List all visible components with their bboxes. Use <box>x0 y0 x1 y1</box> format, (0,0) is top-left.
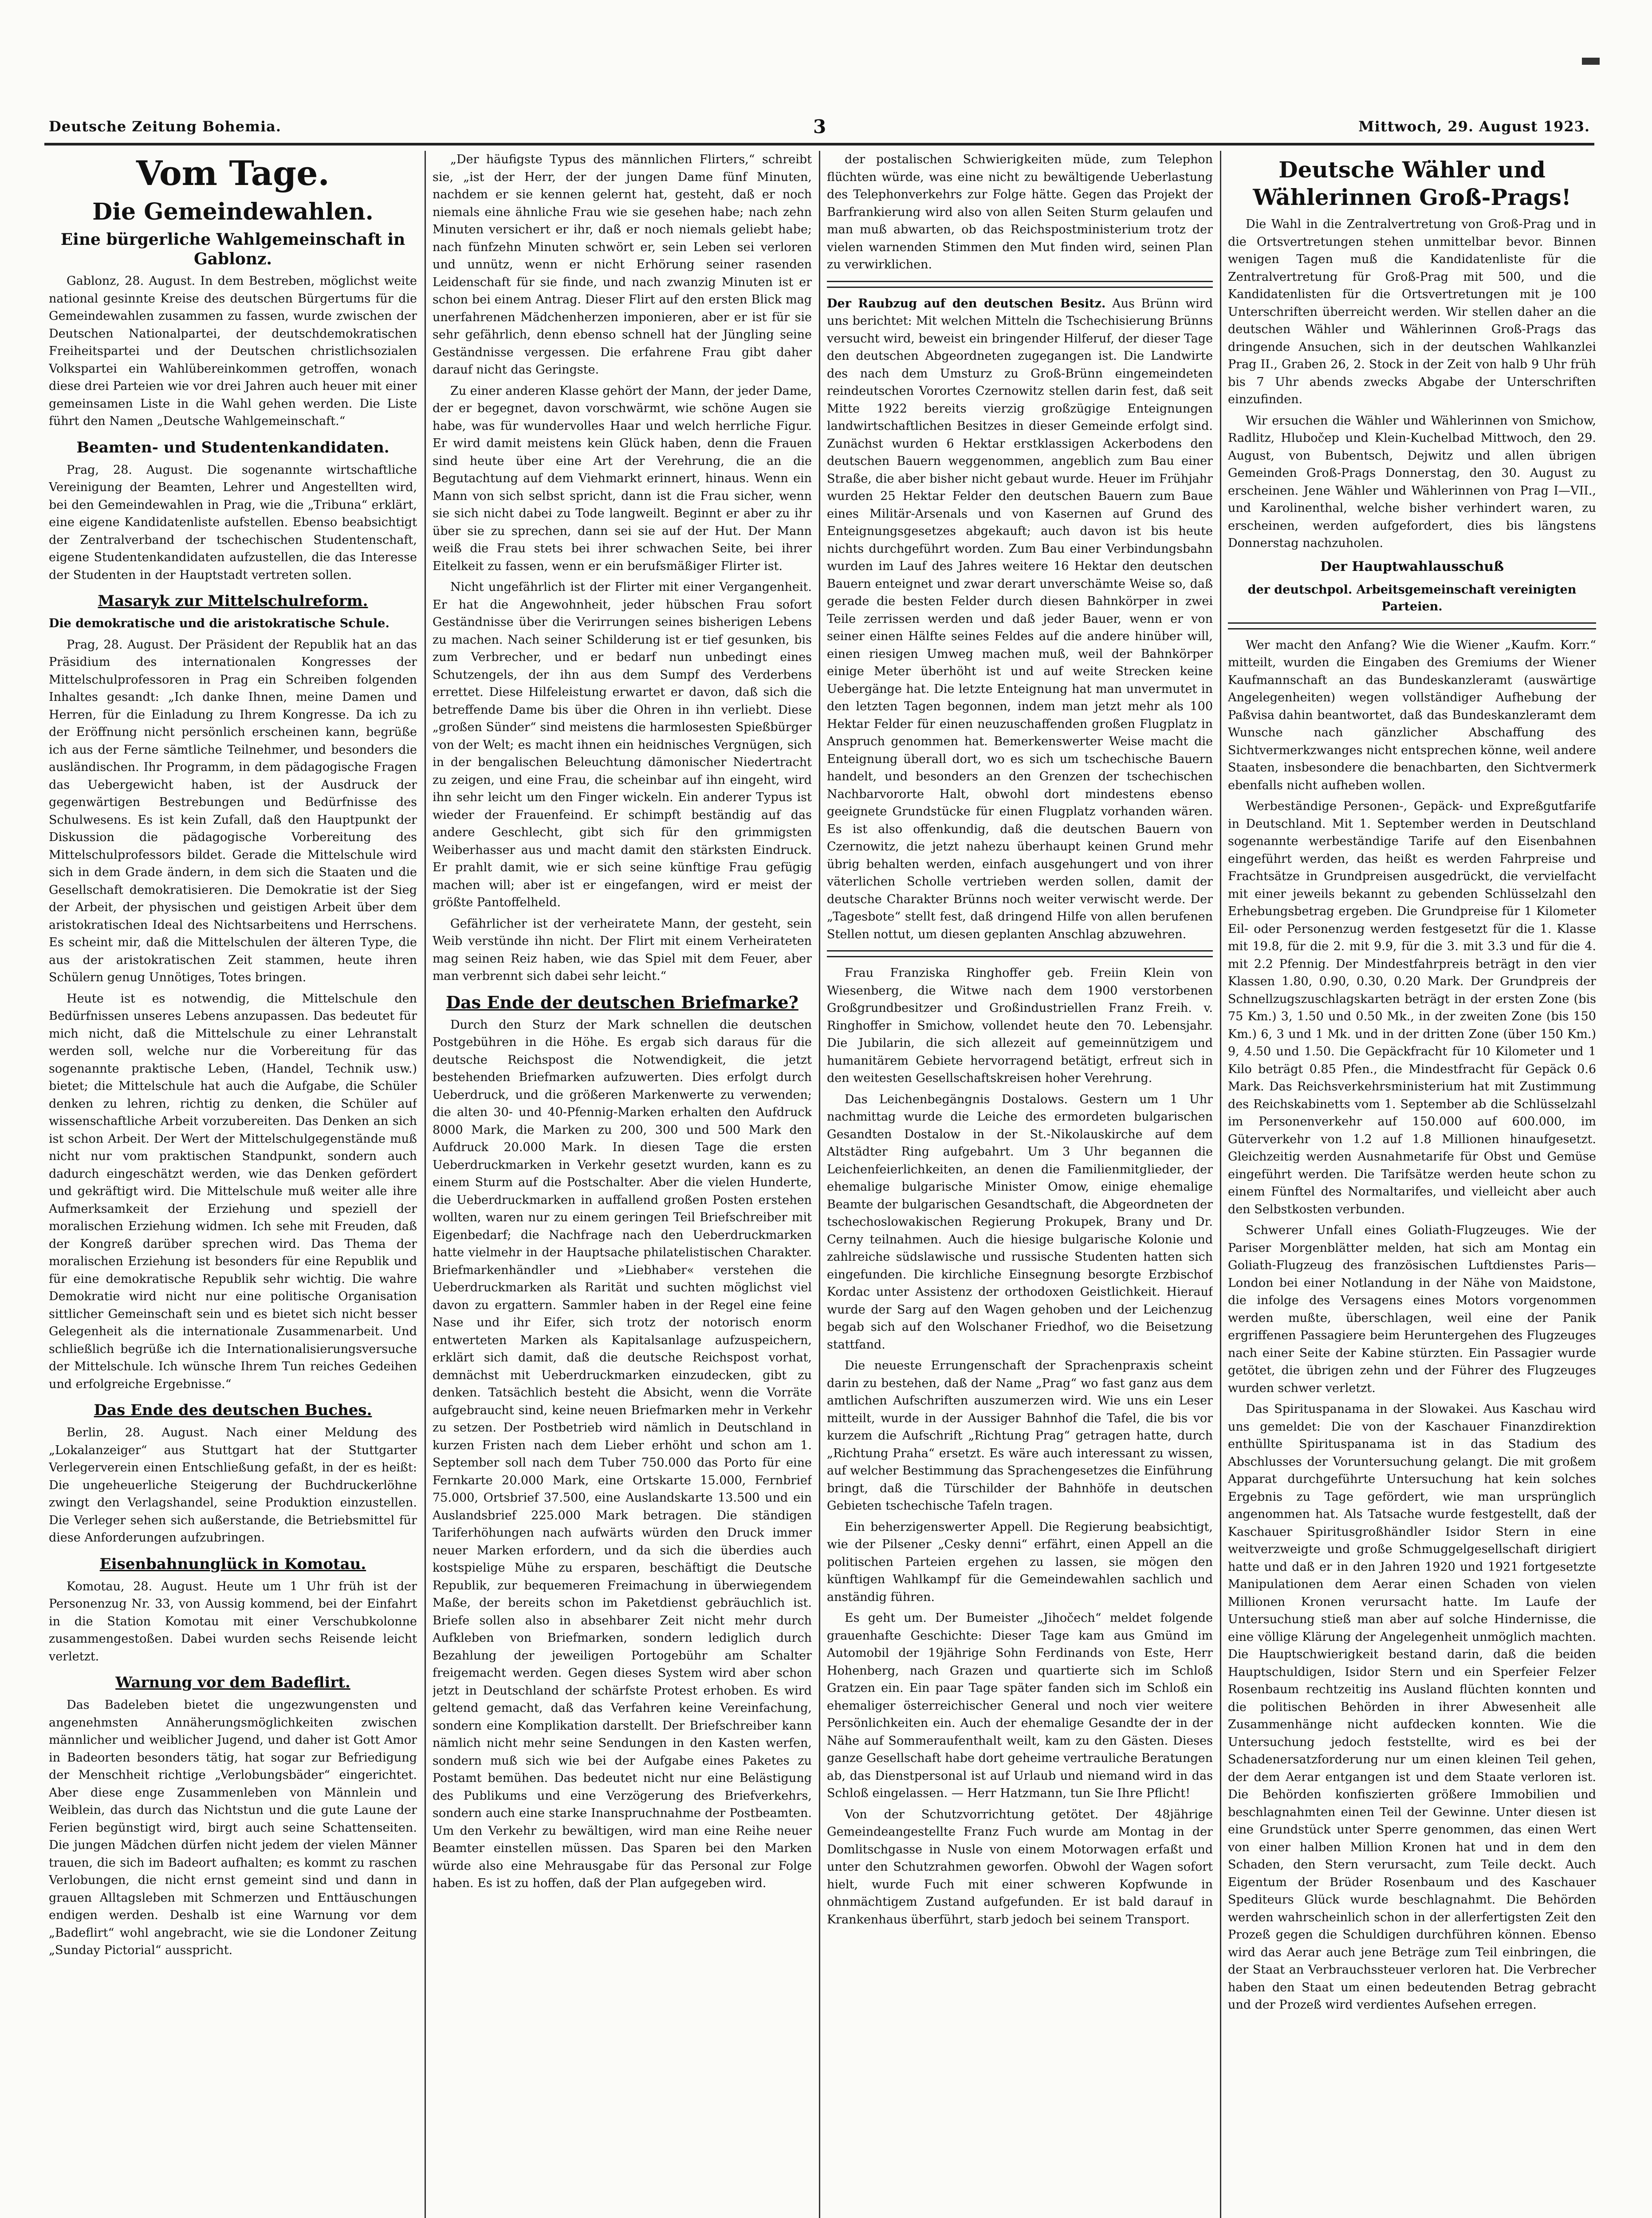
column-4 <box>1228 151 1596 2218</box>
article-text <box>827 295 1213 944</box>
article-text: Von der Schutzvorrichtung getötet. Der 48jährige Gemeindeangestellte Franz Fuch wurde am Montag in der Domlitschgasse in Nusle von einem Motorwagen erfaßt und unter den Schutzrahmen geworfen. Obwohl der Wagen sofort hielt, wurde Fuch mit einer schweren Kopfwunde in ohnmächtigem Zustand aufgefunden. Er ist bald darauf in Krankenhaus überführt, starb jedoch bei seinem Transport. <box>827 1807 1213 1927</box>
article-title: Der Raubzug auf den deutschen Besitz. <box>827 296 1106 311</box>
article-title: Das Ende des deutschen Buches. <box>94 1401 372 1419</box>
article-text: Komotau, 28. August. Heute um 1 Uhr früh ist der Personenzug Nr. 33, von Aussig kommend, bei der Einfahrt in die Station Komotau mit einer Verschubkolonne zusammengestoßen. Dabei wurden sechs Reisende leicht verletzt. <box>49 1579 417 1664</box>
article-text: Schwerer Unfall eines Goliath-Flugzeuges. Wie der Pariser Morgenblätter melden, hat sich am Montag ein Goliath-Flugzeug des französischen Luftdienstes Paris—London bei einer Notlandung in der Nähe von Maidstone, die infolge des Versagens eines Motors vorgenommen werden mußte, überschlagen, weil eine der Panik ergriffenen Passagiere beim Heruntergehen des Flugzeuges nach einer Seite der Kabine stürzten. Ein Passagier wurde getötet, die übrigen zehn und der Führer des Flugzeuges wurden schwer verletzt. <box>1228 1223 1596 1395</box>
article-title: Eisenbahnunglück in Komotau. <box>99 1555 366 1573</box>
article-text: Gablonz, 28. August. In dem Bestreben, möglichst weite national gesinnte Kreise des deutschen Bürgertums für die Gemeindewahlen zusammen zu fassen, wurde zwischen der Deutschen Nationalpartei, der deutschdemokratischen Freiheitspartei und der Deutschen christlichsozialen Volkspartei ein Wahlübereinkommen getroffen, wonach diese drei Parteien wie vor drei Jahren auch heuer mit einer gemeinsamen Liste in die Wahl gehen werden. Die Liste führt den Namen „Deutsche Wahlgemeinschaft.“ <box>49 274 417 428</box>
paper-name: Deutsche Zeitung Bohemia. <box>49 118 282 135</box>
article-text: Wir ersuchen die Wähler und Wählerinnen von Smichow, Radlitz, Hlubočep und Klein-Kuchelbad Mittwoch, den 29. August, von Bubentsch, Dejwitz und allen übrigen Gemeinden Groß-Prags Donnerstag, den 30. August zu erscheinen. Jene Wähler und Wählerinnen von Prag I—VII., und Karolinenthal, welche bisher verhindert waren, zu erscheinen, werden aufgefordert, dies bis längstens Donnerstag nachzuholen. <box>1228 413 1596 550</box>
article-text: Nicht ungefährlich ist der Flirter mit einer Vergangenheit. Er hat die Angewohnheit, jeder hübschen Frau sofort Geständnisse über die Verirrungen seines bisherigen Lebens zu machen. Nach seiner Schilderung ist er tief gesunken, bis zum Verbrecher, und er bedarf nun unbedingt eines Schutzengels, der ihn aus dem Sumpf des Verderbens errettet. Diese Hilfeleistung erwartet er davon, daß sich die betreffende Dame bis über die Ohren in ihn verliebt. Diese „großen Sünder“ sind meistens die harmlosesten Spießbürger von der Welt; es macht ihnen ein heidnisches Vergnügen, sich in der bengalischen Beleuchtung dämonischer Niedertracht zu zeigen, und eine Frau, die scheinbar auf ihn eingeht, wird ihn sehr leicht um den Finger wickeln. Ein anderer Typus ist wieder der Frauenfeind. Er schimpft beständig auf das andere Geschlecht, gibt sich für den grimmigsten Weiberhasser aus und macht damit den stärksten Eindruck. Er prahlt damit, wie er sich seine künftige Frau gefügig machen will; aber ist er eingefangen, wird er meist der größte Pantoffelheld. <box>433 580 812 909</box>
article-text: Wer macht den Anfang? Wie die Wiener „Kaufm. Korr.“ mitteilt, wurden die Eingaben des Gremiums der Wiener Kaufmannschaft an das Bundeskanzleramt (auswärtige Angelegenheiten) wegen vollständiger Aufhebung der Paßvisa dahin beantwortet, daß das Bundeskanzleramt dem Wunsche nach gänzlicher Abschaffung des Sichtvermerkzwanges nicht entsprechen könne, weil andere Staaten, insbesondere die benachbarten, den Sichtvermerk ebenfalls nicht aufheben wollen. <box>1228 638 1596 792</box>
section-separator <box>827 281 1213 288</box>
article-text: Es geht um. Der Bumeister „Jihočech“ meldet folgende grauenhafte Geschichte: Dieser Tage kam aus Gmünd im Automobil der 19jährige Sohn Ferdinands von Este, Herr Hohenberg, nach Grazen und quartierte sich im Schloß Gratzen ein. Ein paar Tage später fanden sich im Schloß ein ehemaliger österreichischer General und noch vier weitere Persönlichkeiten ein. Auch der ehemalige Gesandte der in der Nähe auf Sommeraufenthalt weilt, kam zu den Gästen. Dieses ganze Gesellschaft habe dort geheime vertrauliche Beratungen ab, das Dienstpersonal ist auf Urlaub und niemand wird in das Schloß eingelassen. — Herr Hatzmann, tun Sie Ihre Pflicht! <box>827 1611 1213 1800</box>
masthead-rule <box>44 143 1594 146</box>
signature-line: der deutschpol. Arbeitsgemeinschaft vereinigten Parteien. <box>1247 582 1577 613</box>
section-separator <box>1228 622 1596 629</box>
article-subtitle: Eine bürgerliche Wahlgemeinschaft in Gablonz. <box>60 230 405 268</box>
column-divider <box>1220 151 1221 2218</box>
page-number: 3 <box>813 115 827 138</box>
article-text: Zu einer anderen Klasse gehört der Mann, der jeder Dame, der er begegnet, davon vorschwärmt, wie schöne Augen sie habe, was für wundervolles Haar und welch herrliche Figur. Er wird damit meistens kein Glück haben, denn die Frauen sind heute über eine Art der Verehrung, die an die Begutachtung auf dem Viehmarkt erinnert, hinaus. Wenn ein Mann von sich selbst spricht, dann ist die Frau sicher, wenn sie sich nicht dabei zu Tode langweilt. Beginnt er aber zu ihr über sie zu sprechen, dann sei sie auf der Hut. Der Mann weiß die Frau stets bei ihrer schwachen Seite, bei ihrer Eitelkeit zu fassen, wenn er ein berufsmäßiger Flirter ist. <box>433 384 812 573</box>
appeal-title: Deutsche Wähler und Wählerinnen Groß-Prags! <box>1253 157 1571 210</box>
column-3 <box>827 151 1213 2218</box>
article-lead: Die demokratische und die aristokratische Schule. <box>49 617 389 630</box>
column-1 <box>49 151 417 2218</box>
article-title: Beamten- und Studentenkandidaten. <box>76 438 389 456</box>
masthead <box>49 113 1590 140</box>
article-text: Prag, 28. August. Der Präsident der Republik hat an das Präsidium des internationalen Kongresses der Mittelschulprofessoren in Prag ein Schreiben folgenden Inhaltes gesandt: „Ich danke Ihnen, meine Damen und Herren, für die Einladung zu Ihrem Kongresse. Da ich zu der Eröffnung nicht persönlich erscheinen kann, begrüße ich aus der Ferne sämtliche Teilnehmer, und besonders die ausländischen. Ihr Programm, in dem pädagogische Fragen das Uebergewicht haben, ist der Ausdruck der gegenwärtigen Bestrebungen und Bedürfnisse des Schulwesens. Es ist kein Zufall, daß den Hauptpunkt der Diskussion die pädagogische Vorbereitung des Mittelschulprofessors bildet. Gerade die Mittelschule wird sich in dem Grade ändern, in dem sich die Staaten und die Gesellschaft demokratisieren. Die Demokratie ist der Sieg der Arbeit, der physischen und geistigen Arbeit über dem aristokratischen Ideal des Nichtsarbeitens und Herrschens. Es scheint mir, daß die Mittelschulen der älteren Type, die aus der aristokratischen Zeit stammen, heute ihren Schülern genug Unnötiges, Totes bringen. <box>49 637 417 984</box>
article-text: Frau Franziska Ringhoffer geb. Freiin Klein von Wiesenberg, die Witwe nach dem 1900 verstorbenen Großgrundbesitzer und Großindustriellen Franz Freih. v. Ringhoffer in Smichow, vollendet heute den 70. Lebensjahr. Die Jubilarin, die sich allezeit auf gemeinnützigem und humanitärem Gebiete hervorragend betätigt, erfreut sich in den weitesten Gesellschaftskreisen hoher Verehrung. <box>827 966 1213 1085</box>
article-text: Gefährlicher ist der verheiratete Mann, der gesteht, sein Weib verstünde ihn nicht. Der Flirt mit einem Verheirateten mag seinen Reiz haben, wie das Spiel mit dem Feuer, aber man verbrennt sich dabei sehr leicht.“ <box>433 916 812 983</box>
column-divider <box>819 151 820 2218</box>
section-title: Vom Tage. <box>136 153 330 193</box>
article-title: Warnung vor dem Badeflirt. <box>115 1674 350 1691</box>
article-body: Aus Brünn wird uns berichtet: Mit welchen Mitteln die Tschechisierung Brünns versucht wird, beweist ein bringender Hilferuf, der dieser Tage den deutschen Abgeordneten zugegangen ist. Die Landwirte des nach dem Umsturz zu Groß-Brünn eingemeindeten reindeutschen Vorortes Czernowitz stellen darin fest, daß seit Mitte 1922 bereits vierzig großzügige Enteignungen landwirtschaftlichen Besitzes in dieser Gemeinde erfolgt sind. Zunächst wurden 6 Hektar erstklassigen Ackerbodens den deutschen Bauern weggenommen, angeblich zum Bau einer Straße, die aber bisher nicht gebaut wurde. Heuer im Frühjahr wurden 25 Hektar Felder den deutschen Bauern zum Baue eines Militär-Arsenals und von Kasernen auf Grund des Enteignungsgesetzes abgekauft; auch davon ist bis heute nichts durchgeführt worden. Zum Bau einer Verbindungsbahn wurden im Lauf des Jahres weitere 16 Hektar den deutschen Bauern enteignet und zwar derart unverschämte Weise so, daß gerade die besten Felder durch diesen Bahnkörper in zwei Teile zerrissen werden und daß jeder Bauer, wenn er von seiner einen Hälfte seines Feldes auf die andere hinüber will, einen riesigen Umweg machen muß, weil der Bahnkörper einige Meter überhöht ist und auf weite Strecken keine Uebergänge hat. Die letzte Enteignung hat man unvermutet in den letzten Tagen begonnen, indem man jetzt mehr als 100 Hektar Felder für einen neuzuschaffenden großen Flugplatz in Anspruch genommen hat. Bemerkenswerter Weise macht die Enteignung überall dort, wo es sich um tschechische Bauern handelt, und besonders an den Grenzen der tschechischen Nachbarvororte Halt, obwohl dort mindestens ebenso geeignete Grundstücke für einen Flugplatz vorhanden wären. Es ist also offenkundig, daß die deutschen Bauern von Czernowitz, die jetzt nahezu überhaupt keinen Grund mehr übrig behalten werden, einfach ausgehungert und von ihrer väterlichen Scholle vertrieben werden sollen, damit der deutsche Charakter Brünns noch weiter verwischt werde. Der „Tagesbote“ stellt fest, daß dringend Hilfe von allen berufenen Stellen nottut, um diesen geplanten Anschlag abzuwehren. <box>827 296 1213 941</box>
column-divider <box>425 151 426 2218</box>
article-text: „Der häufigste Typus des männlichen Flirters,“ schreibt sie, „ist der Herr, der der jungen Dame fünf Minuten, nachdem er sie kennen gelernt hat, gesteht, daß er noch niemals eine ähnliche Frau wie sie gesehen habe; nach zehn Minuten versichert er ihr, daß er noch niemals geliebt habe; nach fünfzehn Minuten schwört er, sein Leben sei verloren und unnütz, wenn er nicht Erhörung seiner rasenden Leidenschaft für sie finde, und nach zwanzig Minuten ist er schon bei einem Antrag. Dieser Flirt auf den ersten Blick mag unerfahrenen Mädchenherzen imponieren, aber er ist für sie sehr gefährlich, denn ebenso schnell hat der Jüngling seine Geständnisse vergessen. Die erfahrene Frau gibt daher darauf nicht das Geringste. <box>433 153 812 377</box>
section-separator <box>827 950 1213 957</box>
article-title: Das Ende der deutschen Briefmarke? <box>446 992 798 1012</box>
article-title: Masaryk zur Mittelschulreform. <box>98 592 368 610</box>
article-title: Die Gemeindewahlen. <box>92 198 374 225</box>
article-text: Das Spirituspanama in der Slowakei. Aus Kaschau wird uns gemeldet: Die von der Kaschauer Finanzdirektion enthüllte Spirituspanama ist in das Stadium des Abschlusses der Voruntersuchung gelangt. Die mit großem Apparat durchgeführte Untersuchung hat kein solches Ergebnis zu Tage gefördert, wie man ursprünglich angenommen hat. Als Tatsache wurde festgestellt, daß der Kaschauer Spiritusgroßhändler Isidor Stern in eine weitverzweigte und große Schmuggelgesellschaft dirigiert hatte und daß er in den Jahren 1920 und 1921 fortgesetzte Manipulationen dem Aerar einen Schaden von vielen Millionen Kronen verursacht hatte. Im Laufe der Untersuchung stieß man aber auf solche Hindernisse, die eine völlige Klärung der Angelegenheit unmöglich machten. Die Hauptschwierigkeit bestand darin, daß die beiden Hauptschuldigen, Isidor Stern und ein Sperfeier Felzer Rosenbaum rechtzeitig ins Ausland flüchten konnten und die politischen Behörden in ihrer Abwesenheit alle Zusammenhänge nicht aufdecken konnten. Wie die Untersuchung jedoch feststellte, wird es bei der Schadenersatzforderung nur um einen kleinen Teil gehen, der dem Aerar entgangen ist und dem Staate verloren ist. Die Behörden konfiszierten größere Immobilien und beschlagnahmten einen Teil der Gewinne. Unter diesen ist eine Grundstück unter Sperre genommen, das einen Wert von einer halben Million Kronen hat und in dem den Schaden, den Stern verursacht, zum Teile deckt. Auch Eigentum der Brüder Rosenbaum und des Kaschauer Spediteurs Glück wurde beschlagnahmt. Die Behörden werden wahrscheinlich schon in der allerfertigsten Zeit den Prozeß gegen die Schuldigen durchführen können. Ebenso wird das Aerar auch jene Beträge zum Teil einbringen, die der Staat an Verbrauchssteuer verloren hat. Die Verbrecher haben den Staat um einen bedeutenden Betrag gebracht und der Prozeß wird verdientes Aufsehen erregen. <box>1228 1402 1596 2012</box>
article-text: der postalischen Schwierigkeiten müde, zum Telephon flüchten würde, was eine nicht zu bewältigende Ueberlastung des Telephonverkehrs zur Folge hätte. Gegen das Projekt der Barfrankierung wird also von allen Seiten Sturm gelaufen und man muß abwarten, ob das Reichspostministerium trotz der vielen warnenden Stimmen den Mut finden wird, seinen Plan zu verwirklichen. <box>827 153 1213 271</box>
article-text: Ein beherzigenswerter Appell. Die Regierung beabsichtigt, wie der Pilsener „Cesky denni“ erfährt, einen Appell an die politischen Parteien ergehen zu lassen, sie mögen den künftigen Wahlkampf für die Gemeindewahlen sachlich und anständig führen. <box>827 1520 1213 1604</box>
article-text: Werbeständige Personen-, Gepäck- und Expreßgutfarife in Deutschland. Mit 1. September werden in Deutschland sogenannte werbeständige Tarife auf den Eisenbahnen eingeführt werden, das heißt es werden Fahrpreise und Frachtsätze in Grundpreisen ausgedrückt, die vervielfacht mit einer jeweils bekannt zu gebenden Schlüsselzahl den Erhebungsbetrag ergeben. Die Grundpreise für 1 Kilometer Eil- oder Personenzug werden festgesetzt für die 1. Klasse mit 19.8, für die 2. mit 9.9, für die 3. mit 3.3 und für die 4. mit 2.2 Pfennig. Der Mindestfahrpreis beträgt in den vier Klassen 1.80, 0.90, 0.30, 0.20 Mark. Der Grundpreis der Schnellzugszuschlagskarten beträgt in der ersten Zone (bis 75 Km.) 3, 1.50 und 0.50 Mk., in der zweiten Zone (bis 150 Km.) 6, 3 und 1 Mk. und in der dritten Zone (über 150 Km.) 9, 4.50 und 1.50. Die Gepäckfracht für 10 Kilometer und 1 Kilo beträgt 0.85 Pfen., die Mindestfracht für Gepäck 0.6 Mark. Das Reichsverkehrsministerium hat mit Zustimmung des Reichskabinetts vom 1. September ab die Schlüsselzahl im Personenverkehr auf 150.000 auf 600.000, im Güterverkehr von 1.2 auf 1.8 Millionen hinaufgesetzt. Gleichzeitig werden Ausnahmetarife für Obst und Gemüse eingeführt werden. Die Tarifsätze werden heute schon zu einem Fünftel des Normaltarifes, und vielleicht aber auch den Selbstkosten verbunden. <box>1228 799 1596 1216</box>
issue-date: Mittwoch, 29. August 1923. <box>1358 118 1590 135</box>
article-text: Durch den Sturz der Mark schnellen die deutschen Postgebühren in die Höhe. Es ergab sich daraus für die deutsche Reichspost die Notwendigkeit, die jetzt bestehenden Briefmarken aufzuwerten. Dies erfolgt durch Ueberdruck, und die größeren Markenwerte zu verwenden; die alten 30- und 40-Pfennig-Marken erhalten den Aufdruck 8000 Mark, die Marken zu 200, 300 und 500 Mark den Aufdruck 20.000 Mark. In diesen Tage die ersten Ueberdruckmarken in Verkehr gesetzt wurden, kann es zu einem Sturm auf die Postschalter. Aber die vielen Hunderte, die Ueberdruckmarken in auffallend großen Posten erstehen wollten, waren nur zu einem geringen Teil Briefschreiber mit Eigenbedarf; die Nachfrage nach den Ueberdruckmarken hatte vielmehr in der Hauptsache philatelistischen Charakter. Briefmarkenhändler und »Liebhaber« verstehen die Ueberdruckmarken als Rarität und suchten möglichst viel davon zu ergattern. Sammler haben in der Regel eine feine Nase und ihr Eifer, sich trotz der notorisch enorm entwerteten Marken als Kapitalsanlage aufzuspeichern, erklärt sich damit, daß die deutsche Reichspost vorhat, demnächst mit Ueberdruckmarken einzudecken, gibt zu denken. Tatsächlich besteht die Absicht, wenn die Vorräte aufgebraucht sind, keine neuen Briefmarken mehr in Verkehr zu setzen. Der Postbetrieb wird nämlich in Deutschland in kurzen Fristen nach dem Lieber erhöht und schon am 1. September soll nach dem Tuber 750.000 das Porto für eine Fernkarte 20.000 Mark, eine Ortskarte 15.000, Fernbrief 75.000, Ortsbrief 37.500, eine Auslandskarte 13.500 und ein Auslandsbrief 225.000 Mark betragen. Die ständigen Tariferhöhungen nach aufwärts würden den Druck immer neuer Marken erfordern, und da sich die überdies auch kostspielige Mühe zu ersparen, beschäftigt die Deutsche Republik, zur bequemeren Freimachung in überwiegendem Maße, der bereits schon im Paketdienst gebräuchlich ist. Briefe sollen also in absehbarer Zeit nicht mehr durch Aufkleben von Briefmarken, sondern lediglich durch Bezahlung der jeweiligen Portogebühr am Schalter freigemacht werden. Gegen dieses System wird aber schon jetzt in Deutschland der schärfste Protest erhoben. Es wird geltend gemacht, daß das Verfahren keine Vereinfachung, sondern eine Komplikation darstellt. Der Briefschreiber kann nämlich nicht mehr seine Sendungen in den Kasten werfen, sondern muß sich wie bei der Aufgabe eines Paketes zu Postamt bemühen. Das bedeutet nicht nur eine Belästigung des Publikums und eine Verzögerung des Briefverkehrs, sondern auch eine starke Inanspruchnahme der Postbeamten. Um den Verkehr zu bewältigen, wird man eine Reihe neuer Beamter einstellen müssen. Das Sparen bei den Marken würde also eine Mehrausgabe für das Personal zur Folge haben. Es ist zu hoffen, daß der Plan aufgegeben wird. <box>433 1018 812 1890</box>
article-text: Berlin, 28. August. Nach einer Meldung des „Lokalanzeiger“ aus Stuttgart hat der Stuttgarter Verlegerverein einen Entschließung gefaßt, in der es heißt: Die ungeheuerliche Steigerung der Buchdruckerlöhne zwingt den Verlagshandel, seine Produktion einzustellen. Die Verleger sehen sich außerstande, die Betriebsmittel für diese Anforderungen aufzubringen. <box>49 1426 417 1545</box>
article-text: Das Badeleben bietet die ungezwungensten und angenehmsten Annäherungsmöglichkeiten zwischen männlicher und weiblicher Jugend, und daher ist Gott Amor in Badeorten besonders tätig, hat sogar zur Befriedigung der Menschheit richtige „Verlobungsbäder“ eingerichtet. Aber diese enge Zusammenleben von Männlein und Weiblein, das durch das Nichtstun und die gute Laune der Ferien begünstigt wird, birgt auch seine Schattenseiten. Die jungen Mädchen dürfen nicht jedem der vielen Männer trauen, die sich im Badeort aufhalten; es kommt zu raschen Verlobungen, die nicht ernst gemeint sind und dann in grauen Alltagsleben mit Schmerzen und Enttäuschungen endigen werden. Deshalb ist eine Warnung vor dem „Badeflirt“ wohl angebracht, wie sie die Londoner Zeitung „Sunday Pictorial“ ausspricht. <box>49 1698 417 1957</box>
signature-line: Der Hauptwahlausschuß <box>1320 558 1504 574</box>
article-text: Die Wahl in die Zentralvertretung von Groß-Prag und in die Ortsvertretungen stehen unmittelbar bevor. Binnen wenigen Tagen muß die Kandidatenliste für die Zentralvertretung für Groß-Prag mit 500, und die Kandidatenlisten für die Ortsvertretungen mit je 100 Unterschriften überreicht werden. Wir stellen daher an die deutschen Wähler und Wählerinnen Groß-Prags das dringende Ansuchen, sich in der deutschen Wahlkanzlei Prag II., Graben 26, 2. Stock in der Zeit von halb 9 Uhr früh bis 7 Uhr abends zwecks Abgabe der Unterschriften einzufinden. <box>1228 217 1596 406</box>
article-text: Heute ist es notwendig, die Mittelschule den Bedürfnissen unseres Lebens anzupassen. Das bedeutet für mich nicht, daß die Mittelschule zu einer Lehranstalt werden soll, welche nur die Vorbereitung für das sogenannte praktische Leben, (Handel, Technik usw.) bietet; die Mittelschule hat auch die Aufgabe, die Schüler denken zu lehren, richtig zu denken, die Schüler auf wissenschaftliche Arbeit vorzubereiten. Das Denken an sich ist schon Arbeit. Der Wert der Mittelschulgegenstände muß nicht nur vom praktischen Standpunkt, sondern auch dadurch eingeschätzt werden, wie das Denken gefördert und gekräftigt wird. Die Mittelschule muß weiter alle ihre Aufmerksamkeit der Erziehung und speziell der moralischen Erziehung widmen. Ich sehe mit Freuden, daß der Kongreß darüber sprechen wird. Das Thema der moralischen Erziehung ist besonders für eine Republik und für eine demokratische Republik sehr wichtig. Die wahre Demokratie wird nicht nur eine politische Organisation sittlicher Gemeinschaft sein und es bietet sich nicht besser Gelegenheit als die internationale Zusammenarbeit. Und schließlich begrüße ich die Internationalisierungsversuche der Mittelschule. Ich wünsche Ihrem Tun reiches Gedeihen und erfolgreiche Ergebnisse.“ <box>49 991 417 1391</box>
scan-mark <box>1582 58 1600 65</box>
article-text: Das Leichenbegängnis Dostalows. Gestern um 1 Uhr nachmittag wurde die Leiche des ermordeten bulgarischen Gesandten Dostalow in der St.-Nikolauskirche auf dem Altstädter Ring aufgebahrt. Um 3 Uhr begannen die Leichenfeierlichkeiten, an denen die Familienmitglieder, der ehemalige bulgarische Minister Omow, einige ehemalige Beamte der bulgarischen Gesandtschaft, die Abgeordneten der tschechoslowakischen Regierung Prokupek, Brany und Dr. Cerny teilnahmen. Auch die hiesige bulgarische Kolonie und zahlreiche südslawische und russische Studenten hatten sich eingefunden. Die kirchliche Einsegnung besorgte Erzbischof Kordac unter Assistenz der orthodoxen Geistlichkeit. Hierauf wurde der Sarg auf den Wagen gehoben und der Leichenzug begab sich auf den Wolschaner Friedhof, wo die Beisetzung stattfand. <box>827 1092 1213 1352</box>
column-2 <box>433 151 812 2218</box>
article-text: Die neueste Errungenschaft der Sprachenpraxis scheint darin zu bestehen, daß der Name „Prag“ wo fast ganz aus dem amtlichen Aufschriften auszumerzen wird. Wie uns ein Leser mitteilt, wurde in der Aussiger Bahnhof die Tafel, die bis vor kurzem die Aufschrift „Richtung Prag“ getragen hatte, durch „Richtung Praha“ ersetzt. Es wäre auch interessant zu wissen, auf welcher Bestimmung das Sprachengesetzes die Einführung bringt, daß die Türschilder der Bahnhöfe in deutschen Gebieten tschechische Tafeln tragen. <box>827 1359 1213 1513</box>
article-text: Prag, 28. August. Die sogenannte wirtschaftliche Vereinigung der Beamten, Lehrer und Angestellten wird, bei den Gemeindewahlen in Prag, wie die „Tribuna“ erklärt, eine eigene Kandidatenliste aufstellen. Ebenso beabsichtigt der Zentralverband der tschechischen Studentenschaft, eigene Studentenkandidaten aufzustellen, die das Interesse der Studenten in der Hauptstadt vertreten sollen. <box>49 463 417 582</box>
